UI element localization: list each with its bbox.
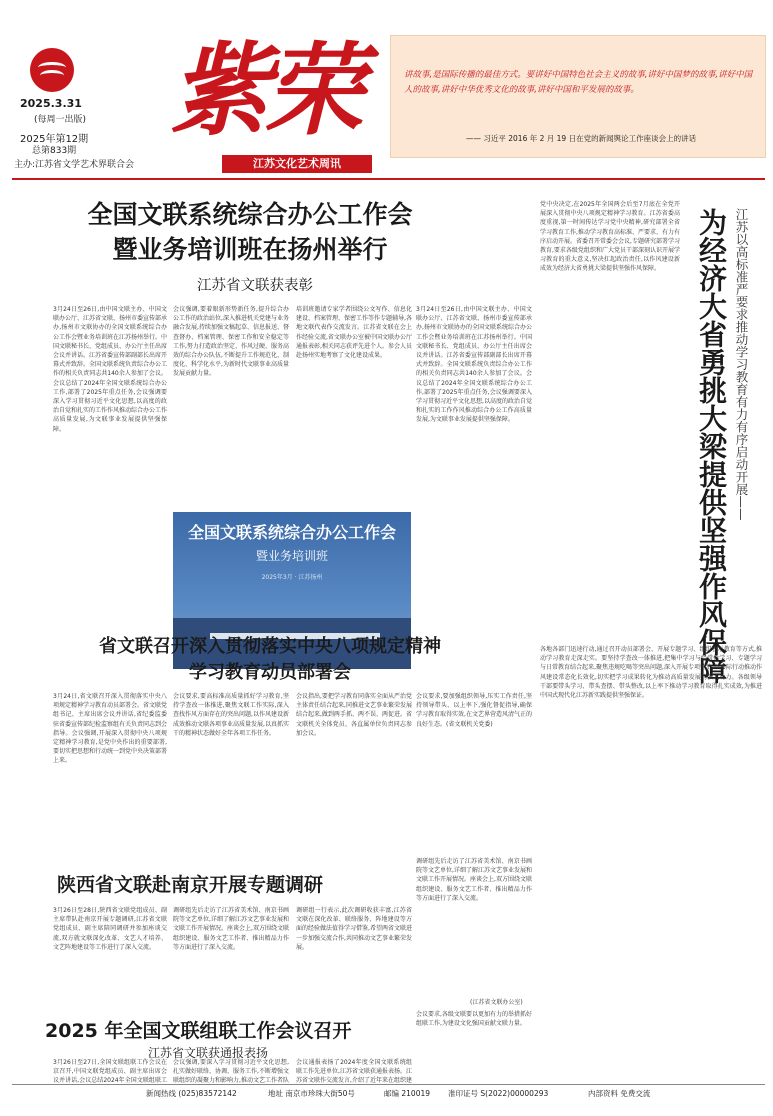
article3-col2: 调研组先后走访了江苏省美术馆、南京书画院等文艺单位,详细了解江苏文艺事业发展和文联工作开展情况。座谈会上,双方围绕文联组织建设、服务文艺工作者、推出精品力作等方面进行了深入交流。 bbox=[173, 907, 289, 951]
photo-banner-line3: 2025年3月 · 江苏扬州 bbox=[261, 574, 323, 581]
article1-byline: 江苏省文联获表彰 bbox=[197, 278, 313, 294]
article5-col2: 各地各部门迅速行动,通过召开动员部署会、开展专题学习、组织警示教育等方式,推动学习教育走深走实。要坚持学查改一体推进,把集中学习与经常性学习、专题学习与日常教育结合起来,聚焦违规吃喝等突出问题,深入开展专项整治,以实际行动推动作风建设常态化长效化,切实把学习成果转化为推动高质量发展的强大动力。各级领导干部要带头学习、带头查摆、带头整改,以上率下推动学习教育取得扎实成效,为推进中国式现代化江苏新实践提供坚强保证。 bbox=[540, 646, 762, 700]
article1-title-line2: 暨业务培训班在扬州举行 bbox=[112, 235, 388, 264]
footer-permit: 准印证号 S(2022)00000293 bbox=[448, 1089, 549, 1098]
article1-col4: 3月24日至26日,由中国文联主办、中国文联办公厅、江苏省文联、扬州市委宣传部承办,扬州市文联协办的全国文联系统综合办公工作会暨业务培训班在江苏扬州举行。中国文联秘书长、党组成员、办公厅主任出席会议并讲话。江苏省委宣传部副部长出席开幕式并致辞。全国文联系统负责综合办公工作的相关负责同志共140余人参加了会议。会议总结了2024年全国文联系统综合办公工作,部署了2025年重点任务,会议强调要深入学习贯彻习近平文化思想,以高度的政治自觉和扎实的工作作风推动综合办公工作高质量发展,为文联事业发展提供坚强保障。 bbox=[416, 306, 532, 424]
masthead-rule bbox=[12, 178, 765, 180]
total-issue: 总第833期 bbox=[32, 146, 77, 156]
article1-title-line1: 全国文联系统综合办公工作会 bbox=[87, 200, 413, 229]
article2-title-line2: 学习教育动员部署会 bbox=[189, 662, 351, 683]
article2-title-line1: 省文联召开深入贯彻落实中央八项规定精神 bbox=[99, 636, 441, 657]
article5-title: 为经济大省勇挑大梁提供坚强作风保障 bbox=[695, 208, 728, 684]
article5-subtitle: 江苏以高标准严要求推动学习教育有力有序启动开展—— bbox=[734, 208, 749, 521]
article5-col1: 党中央决定,在2025年全国两会后至7月底在全党开展深入贯彻中央八项规定精神学习教育。江苏省委高度重视,第一时间传达学习党中央精神,研究部署全省学习教育工作,推动学习教育高标准、严要求、有力有序启动开展。省委召开常委会会议,专题研究部署学习教育,要求各级党组织和广大党员干部深刻认识开展学习教育的重大意义,坚决扛起政治责任,以作风建设新成效为经济大省勇挑大梁提供坚强作风保障。 bbox=[540, 201, 680, 273]
article3-col4: 调研组先后走访了江苏省美术馆、南京书画院等文艺单位,详细了解江苏文艺事业发展和文联工作开展情况。座谈会上,双方围绕文联组织建设、服务文艺工作者、推出精品力作等方面进行了深入交流。 bbox=[416, 858, 532, 902]
footer-note: 内部资料 免费交流 bbox=[588, 1089, 651, 1098]
article1-col2: 会议强调,要着眼新形势新任务,提升综合办公工作的政治站位,深入推进机关党建与业务融合发展,持续加强文稿起草、信息报送、督查督办、档案管理、保密工作和安全稳定等工作,努力打造政治坚定、作风过硬、服务高效的综合办公队伍,不断提升工作规范化、制度化、科学化水平,为新时代文联事业高质量发展贡献力量。 bbox=[173, 306, 289, 378]
issue-date: 2025.3.31 bbox=[20, 97, 82, 110]
footer-address: 地址 南京市珍珠大街50号 bbox=[268, 1089, 355, 1098]
quote-source: —— 习近平 2016 年 2 月 19 日在党的新闻舆论工作座谈会上的讲话 bbox=[466, 134, 697, 143]
article3-col3: 调研组一行表示,此次调研收获丰富,江苏省文联在深化改革、联络服务、阵地建设等方面的经验做法值得学习借鉴,希望两省文联进一步加强交流合作,共同推动文艺事业繁荣发展。 bbox=[296, 907, 412, 951]
article3-title: 陕西省文联赴南京开展专题调研 bbox=[57, 874, 324, 896]
article4-title: 2025 年全国文联组联工作会议召开 bbox=[45, 1020, 352, 1042]
article4-col1: 3月26日至27日,全国文联组联工作会议在京召开,中国文联党组成员、副主席出席会议并讲话,会议总结2024年全国文联组联工 bbox=[53, 1059, 167, 1084]
article3-col1: 3月26日至28日,陕西省文联党组成员、副主席带队赴南京开展专题调研,江苏省文联党组成员、副主席陪同调研并参加座谈交流,双方就文联深化改革、文艺人才培养、文艺阵地建设等工作进行了深入交流。 bbox=[53, 907, 167, 951]
edition-note: (每周一出版) bbox=[34, 115, 87, 125]
article1-col3: 培训班邀请专家学者围绕公文写作、信息化建设、档案管理、保密工作等作专题辅导,各地文联代表作交流发言。江苏省文联在会上作经验交流,省文联办公室被中国文联办公厅通报表彰,相关同志获评先进个人。参会人员赴扬州实地考察了文化建设成果。 bbox=[296, 306, 412, 360]
photo-banner-line2: 暨业务培训班 bbox=[255, 549, 328, 563]
article2-col1: 3月24日,省文联召开深入贯彻落实中央八项规定精神学习教育动员部署会。省文联党组书记、主席出席会议并讲话,省纪委监委驻省委宣传部纪检监察组有关负责同志到会指导。会议强调,开展深入贯彻中央八项规定精神学习教育,是党中央作出的重要部署,要切实把思想和行动统一到党中央决策部署上来。 bbox=[53, 693, 167, 765]
article4-col3: 会议通报表扬了2024年度全国文联系统组联工作先进单位,江苏省文联获通报表扬。江苏省文联作交流发言,介绍了近年来在组织建 bbox=[296, 1059, 412, 1084]
photo-banner-line1: 全国文联系统综合办公工作会 bbox=[187, 523, 396, 542]
article2-col2: 会议要求,要高标准高质量抓好学习教育,坚持学查改一体推进,聚焦文联工作实际,深入查找作风方面存在的突出问题,以作风建设新成效推动文联各项事业高质量发展,以真抓实干的精神状态做好全年各项工作任务。 bbox=[173, 693, 289, 737]
article3-source: (江苏省文联办公室) bbox=[470, 999, 523, 1006]
article1-col1: 3月24日至26日,由中国文联主办、中国文联办公厅、江苏省文联、扬州市委宣传部承办,扬州市文联协办的全国文联系统综合办公工作会暨业务培训班在江苏扬州举行。中国文联秘书长、党组成员、办公厅主任出席会议并讲话。江苏省委宣传部副部长出席开幕式并致辞。全国文联系统负责综合办公工作的相关负责同志共140余人参加了会议。会议总结了2024年全国文联系统综合办公工作,部署了2025年重点任务,会议强调要深入学习贯彻习近平文化思想,以高度的政治自觉和扎实的工作作风推动综合办公工作高质量发展,为文联事业发展提供坚强保障。 bbox=[53, 306, 167, 433]
article4-byline: 江苏省文联获通报表扬 bbox=[148, 1046, 269, 1060]
article4-col2: 会议强调,要深入学习贯彻习近平文化思想,扎实做好联络、协调、服务工作,不断增强文联组织的凝聚力和影响力,推动文艺工作者队 bbox=[173, 1059, 289, 1084]
masthead-logo bbox=[30, 48, 74, 92]
newspaper-subtitle: 江苏文化艺术周讯 bbox=[222, 155, 372, 173]
quote-text: 讲故事,是国际传播的最佳方式。要讲好中国特色社会主义的故事,讲好中国梦的故事,讲好中国人的故事,讲好中华优秀文化的故事,讲好中国和平发展的故事。 bbox=[404, 70, 753, 95]
footer bbox=[12, 1084, 765, 1102]
footer-postcode: 邮编 210019 bbox=[384, 1089, 431, 1098]
article2-col3: 会议指出,要把学习教育同落实全面从严治党主体责任结合起来,同推进文艺事业繁荣发展结合起来,做到两手抓、两不误、两促进。省文联机关全体党员、各直属单位负责同志参加会议。 bbox=[296, 693, 412, 737]
article2-col4: 会议要求,要加强组织领导,压实工作责任,坚持领导带头、以上率下,强化督促指导,确保学习教育取得实效,在文艺界营造风清气正的良好生态。(省文联机关党委) bbox=[416, 693, 532, 728]
footer-hotline: 新闻热线 (025)83572142 bbox=[146, 1089, 237, 1098]
article4-col4: 会议要求,各级文联要以更加有力的举措抓好组联工作,为建设文化强国贡献文联力量。 bbox=[416, 1011, 532, 1028]
sponsor: 主办:江苏省文学艺术界联合会 bbox=[14, 160, 135, 170]
issue-number: 2025年第12期 bbox=[20, 134, 89, 145]
newspaper-title: 紫荣 bbox=[170, 31, 358, 149]
